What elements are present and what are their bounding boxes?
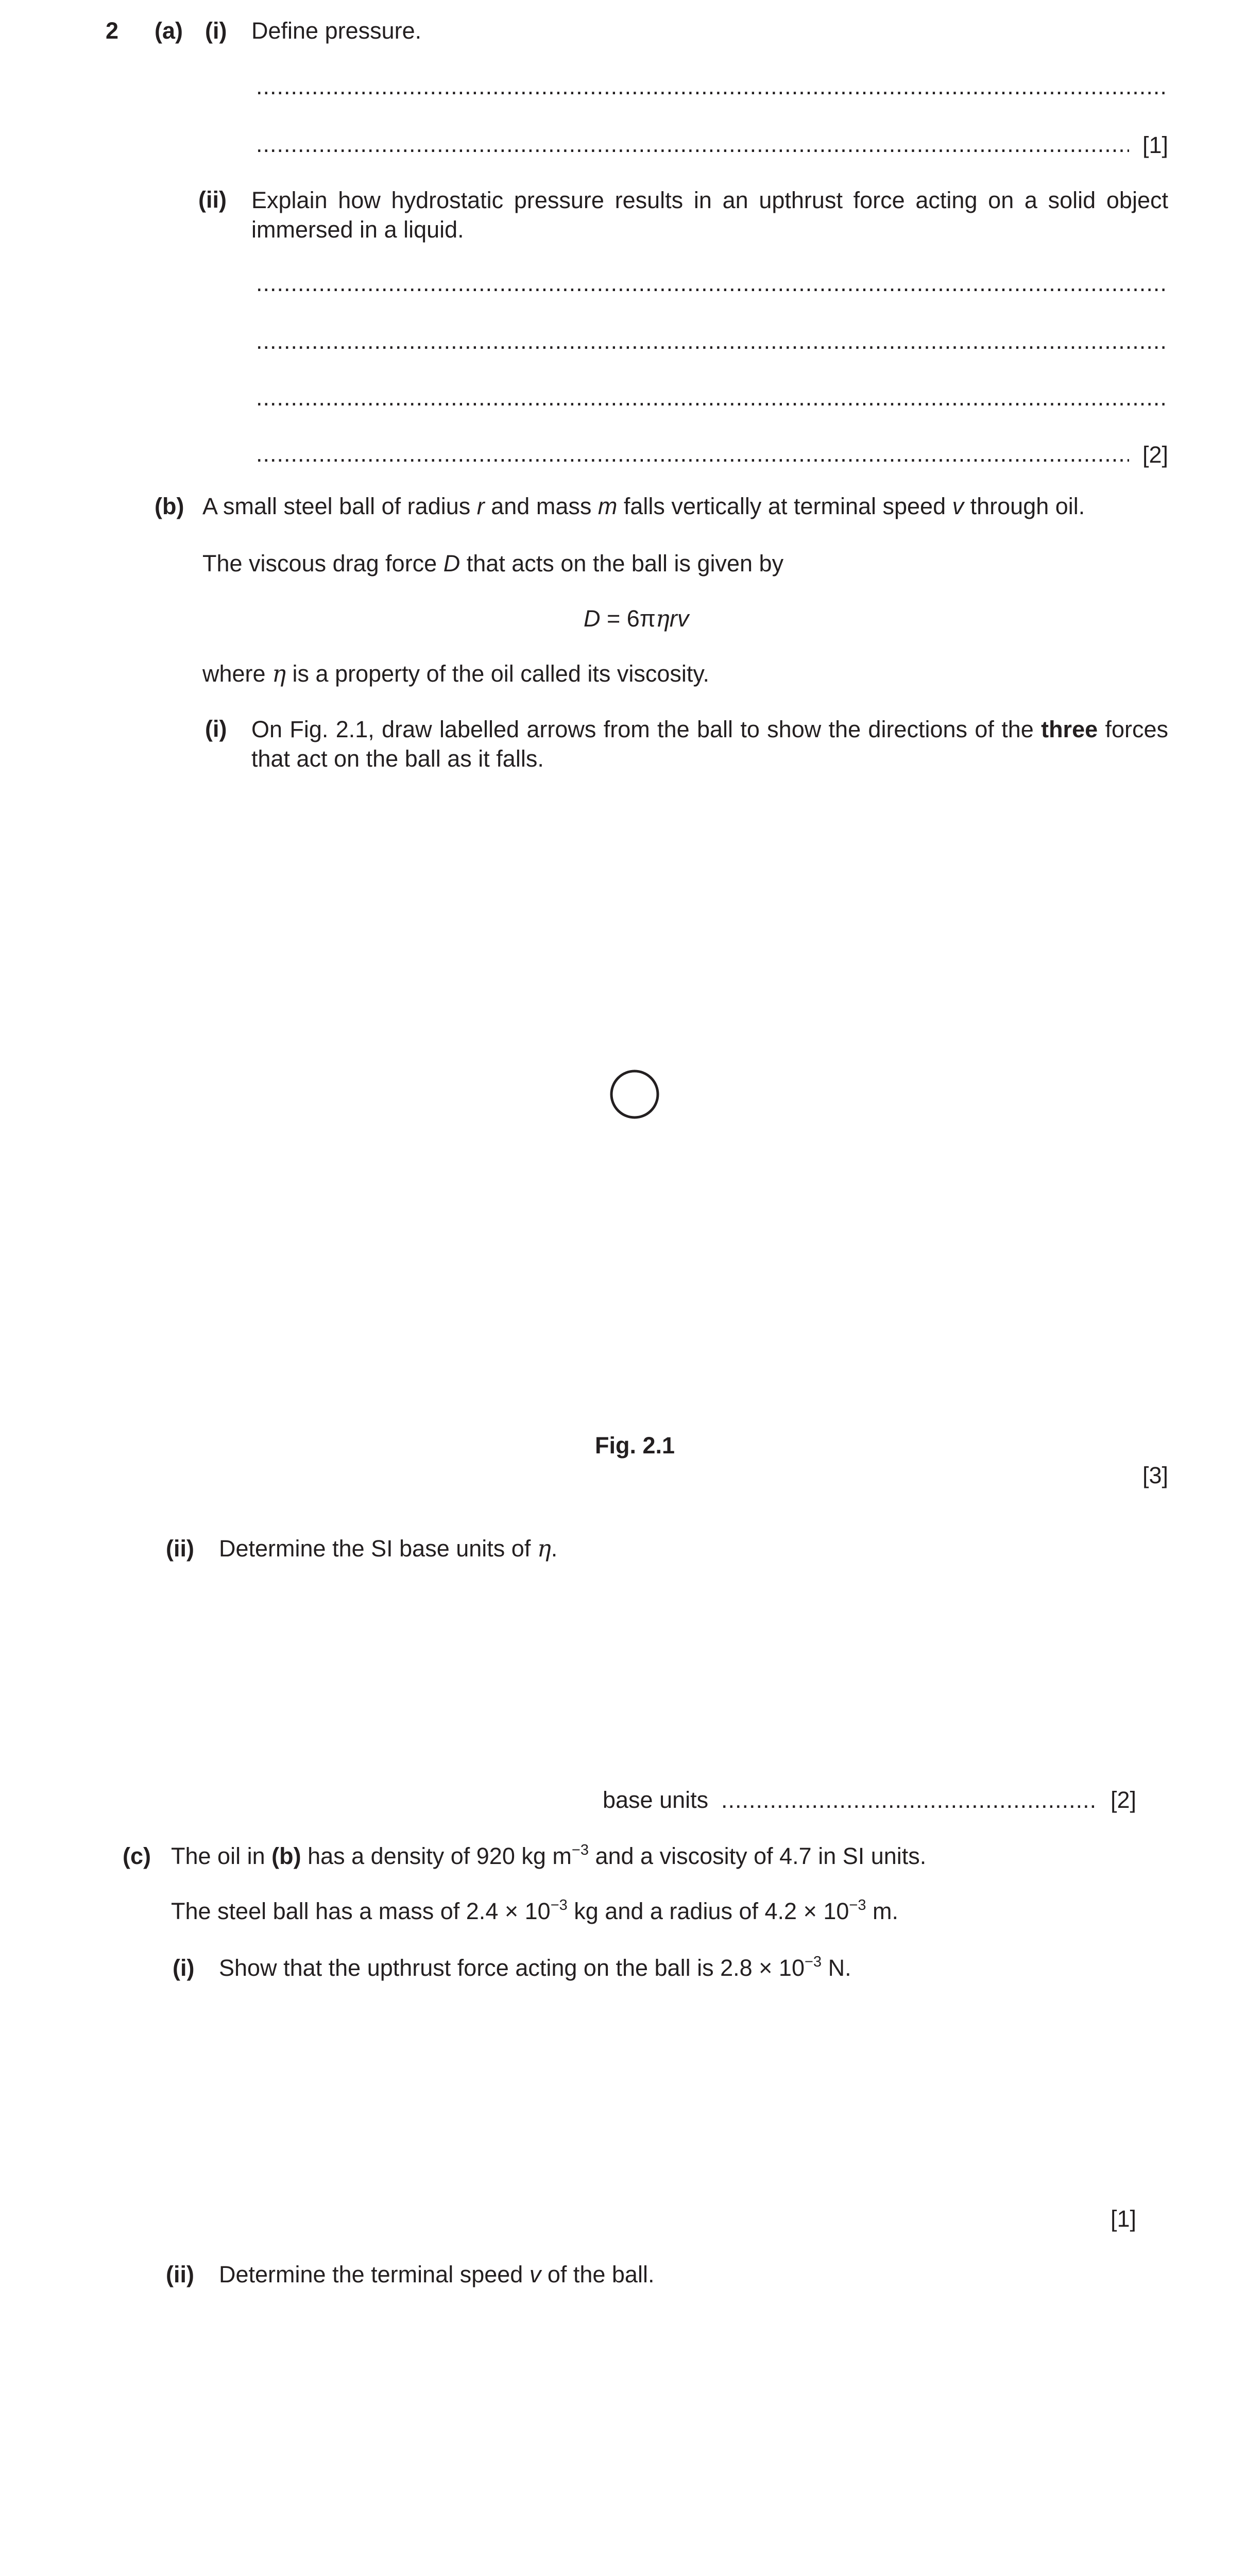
- c-ii-question: Determine the terminal speed v of the ball.: [219, 2261, 655, 2287]
- c-intro: The oil in (b) has a density of 920 kg $m^{-3}$ and a viscosity of 4.7 in SI units.: [171, 1842, 927, 1869]
- figure-caption: Fig. 2.1: [595, 1432, 675, 1459]
- c-i-question: Show that the upthrust force acting on the ball is $2.8 \times 10^{-3}$ N.: [219, 1954, 851, 1981]
- answer-line[interactable]: [256, 269, 1168, 297]
- subpart-b-ii-label: (ii): [166, 1535, 194, 1562]
- part-c-label: (c): [123, 1843, 151, 1869]
- a-i-question: Define pressure.: [251, 18, 422, 44]
- mark-b-ii: [2]: [1110, 1787, 1136, 1813]
- subpart-a-ii-label: (ii): [198, 187, 227, 213]
- subpart-c-i-label: (i): [173, 1955, 195, 1981]
- subpart-a-i-label: (i): [205, 18, 227, 44]
- drag-equation: D = 6πηrv: [584, 605, 689, 632]
- answer-line[interactable]: [256, 130, 1129, 158]
- subpart-b-i-label: (i): [205, 716, 227, 742]
- b-drag-text: The viscous drag force D that acts on the ball is given by: [202, 550, 784, 577]
- answer-line[interactable]: [256, 72, 1168, 100]
- fig-2-1-diagram[interactable]: [608, 1067, 661, 1121]
- question-number: 2: [106, 18, 119, 44]
- answer-line[interactable]: [256, 327, 1168, 354]
- mark-a-i: [1]: [1142, 132, 1168, 158]
- steel-ball: [611, 1071, 658, 1117]
- mark-c-i: [1]: [1110, 2206, 1136, 2232]
- answer-line[interactable]: [256, 439, 1129, 467]
- b-where-text: where η is a property of the oil called its viscosity.: [202, 660, 710, 687]
- b-intro: A small steel ball of radius r and mass m falls vertically at terminal speed v through oil.: [202, 493, 1085, 519]
- base-units-label: base units: [603, 1787, 709, 1813]
- base-units-answer-line[interactable]: [721, 1786, 1095, 1814]
- b-i-question: On Fig. 2.1, draw labelled arrows from the ball to show the directions of the three forces that act on the ball as it falls.: [251, 716, 1168, 772]
- c-ball-data: The steel ball has a mass of $2.4 \times 10^{-3}$ kg and a radius of $4.2 \times 10^{-3}$ m.: [171, 1897, 898, 1924]
- mark-b-i: [3]: [1142, 1462, 1168, 1488]
- mark-a-ii: [2]: [1142, 442, 1168, 468]
- part-a-label: (a): [155, 18, 183, 44]
- subpart-c-ii-label: (ii): [166, 2261, 194, 2287]
- part-b-label: (b): [155, 493, 184, 519]
- b-ii-question: Determine the SI base units of η.: [219, 1535, 558, 1562]
- answer-line[interactable]: [256, 383, 1168, 411]
- a-ii-question: Explain how hydrostatic pressure results in an upthrust force acting on a solid object immersed in a liquid.: [251, 187, 1168, 243]
